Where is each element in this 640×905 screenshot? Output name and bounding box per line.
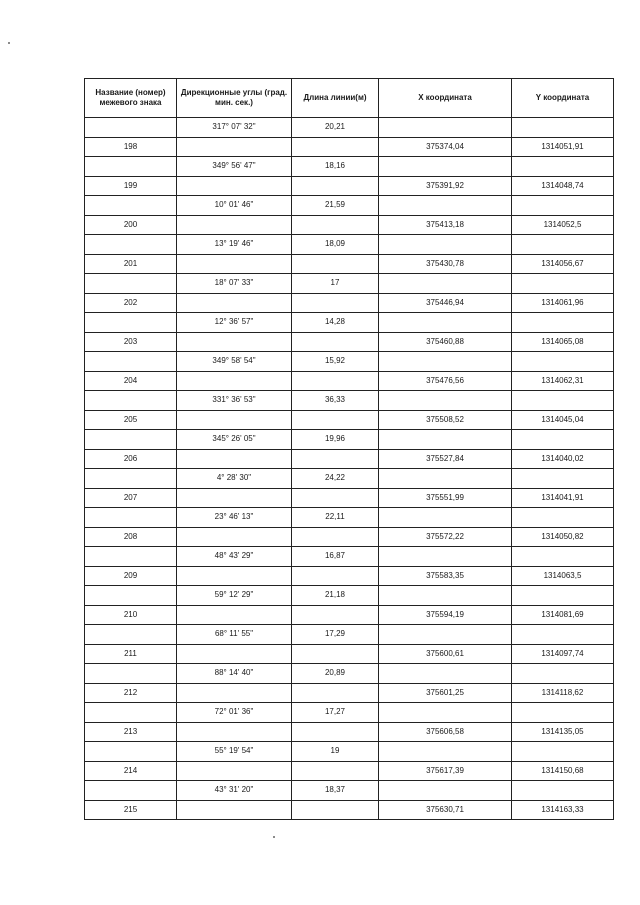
direction-angle-cell: 55° 19' 54" xyxy=(177,742,292,762)
y-coordinate-cell: 1314065,08 xyxy=(512,332,614,352)
direction-angle-cell: 12° 36' 57" xyxy=(177,313,292,333)
mark-name-cell xyxy=(85,469,177,489)
direction-angle-cell: 4° 28' 30" xyxy=(177,469,292,489)
direction-angle-cell: 68° 11' 55" xyxy=(177,625,292,645)
line-length-cell: 17,27 xyxy=(292,703,379,723)
direction-angle-cell: 349° 58' 54" xyxy=(177,352,292,372)
line-length-cell: 18,37 xyxy=(292,781,379,801)
mark-name-cell xyxy=(85,196,177,216)
x-coordinate-cell: 375551,99 xyxy=(379,488,512,508)
mark-name-cell xyxy=(85,781,177,801)
direction-angle-cell: 18° 07' 33" xyxy=(177,274,292,294)
y-coordinate-cell: 1314118,62 xyxy=(512,683,614,703)
direction-angle-cell xyxy=(177,137,292,157)
segment-row xyxy=(85,352,614,372)
point-row xyxy=(85,605,614,625)
x-coordinate-cell: 375601,25 xyxy=(379,683,512,703)
direction-angle-cell xyxy=(177,722,292,742)
y-coordinate-cell: 1314056,67 xyxy=(512,254,614,274)
x-coordinate-cell: 375630,71 xyxy=(379,800,512,820)
x-coordinate-cell: 375476,56 xyxy=(379,371,512,391)
y-coordinate-cell: 1314150,68 xyxy=(512,761,614,781)
y-coordinate-cell: 1314063,5 xyxy=(512,566,614,586)
x-coordinate-cell xyxy=(379,391,512,411)
segment-row xyxy=(85,391,614,411)
y-coordinate-cell xyxy=(512,586,614,606)
y-coordinate-cell xyxy=(512,118,614,138)
y-coordinate-cell xyxy=(512,703,614,723)
direction-angle-cell xyxy=(177,488,292,508)
point-row xyxy=(85,215,614,235)
line-length-cell xyxy=(292,215,379,235)
line-length-cell xyxy=(292,566,379,586)
segment-row xyxy=(85,196,614,216)
direction-angle-cell xyxy=(177,800,292,820)
y-coordinate-cell xyxy=(512,664,614,684)
x-coordinate-cell xyxy=(379,274,512,294)
y-coordinate-cell xyxy=(512,274,614,294)
direction-angle-cell xyxy=(177,644,292,664)
line-length-cell: 19 xyxy=(292,742,379,762)
direction-angle-cell xyxy=(177,215,292,235)
y-coordinate-cell: 1314050,82 xyxy=(512,527,614,547)
mark-name-cell xyxy=(85,742,177,762)
segment-row xyxy=(85,235,614,255)
segment-row xyxy=(85,469,614,489)
x-coordinate-cell xyxy=(379,703,512,723)
y-coordinate-cell xyxy=(512,391,614,411)
header-mark-name: Название (номер) межевого знака xyxy=(85,79,177,118)
direction-angle-cell: 317° 07' 32" xyxy=(177,118,292,138)
x-coordinate-cell: 375617,39 xyxy=(379,761,512,781)
mark-name-cell: 200 xyxy=(85,215,177,235)
direction-angle-cell xyxy=(177,293,292,313)
direction-angle-cell: 349° 56' 47" xyxy=(177,157,292,177)
line-length-cell: 18,16 xyxy=(292,157,379,177)
line-length-cell xyxy=(292,527,379,547)
mark-name-cell: 199 xyxy=(85,176,177,196)
y-coordinate-cell xyxy=(512,625,614,645)
line-length-cell: 14,28 xyxy=(292,313,379,333)
direction-angle-cell xyxy=(177,527,292,547)
mark-name-cell: 202 xyxy=(85,293,177,313)
direction-angle-cell xyxy=(177,761,292,781)
segment-row xyxy=(85,430,614,450)
line-length-cell xyxy=(292,761,379,781)
x-coordinate-cell xyxy=(379,235,512,255)
direction-angle-cell xyxy=(177,371,292,391)
mark-name-cell: 214 xyxy=(85,761,177,781)
y-coordinate-cell xyxy=(512,313,614,333)
direction-angle-cell xyxy=(177,332,292,352)
line-length-cell: 16,87 xyxy=(292,547,379,567)
x-coordinate-cell xyxy=(379,196,512,216)
mark-name-cell: 212 xyxy=(85,683,177,703)
mark-name-cell: 211 xyxy=(85,644,177,664)
mark-name-cell: 205 xyxy=(85,410,177,430)
point-row xyxy=(85,722,614,742)
y-coordinate-cell: 1314081,69 xyxy=(512,605,614,625)
x-coordinate-cell: 375572,22 xyxy=(379,527,512,547)
x-coordinate-cell: 375527,84 xyxy=(379,449,512,469)
point-row xyxy=(85,761,614,781)
x-coordinate-cell: 375374,04 xyxy=(379,137,512,157)
x-coordinate-cell: 375606,58 xyxy=(379,722,512,742)
mark-name-cell: 198 xyxy=(85,137,177,157)
header-direction-angle: Дирекционные углы (град. мин. сек.) xyxy=(177,79,292,118)
line-length-cell: 17,29 xyxy=(292,625,379,645)
mark-name-cell xyxy=(85,391,177,411)
line-length-cell: 22,11 xyxy=(292,508,379,528)
point-row xyxy=(85,293,614,313)
segment-row xyxy=(85,508,614,528)
y-coordinate-cell: 1314061,96 xyxy=(512,293,614,313)
line-length-cell xyxy=(292,722,379,742)
y-coordinate-cell: 1314097,74 xyxy=(512,644,614,664)
segment-row xyxy=(85,625,614,645)
point-row xyxy=(85,371,614,391)
x-coordinate-cell xyxy=(379,625,512,645)
line-length-cell: 21,18 xyxy=(292,586,379,606)
direction-angle-cell: 10° 01' 46" xyxy=(177,196,292,216)
x-coordinate-cell: 375391,92 xyxy=(379,176,512,196)
x-coordinate-cell xyxy=(379,586,512,606)
y-coordinate-cell: 1314045,04 xyxy=(512,410,614,430)
line-length-cell: 19,96 xyxy=(292,430,379,450)
table-header-row xyxy=(85,79,614,118)
line-length-cell: 21,59 xyxy=(292,196,379,216)
line-length-cell xyxy=(292,332,379,352)
header-y-coordinate: Y координата xyxy=(512,79,614,118)
x-coordinate-cell xyxy=(379,430,512,450)
segment-row xyxy=(85,586,614,606)
mark-name-cell: 208 xyxy=(85,527,177,547)
y-coordinate-cell xyxy=(512,508,614,528)
line-length-cell xyxy=(292,371,379,391)
x-coordinate-cell xyxy=(379,508,512,528)
y-coordinate-cell: 1314051,91 xyxy=(512,137,614,157)
y-coordinate-cell: 1314048,74 xyxy=(512,176,614,196)
scan-speck xyxy=(8,42,10,44)
y-coordinate-cell xyxy=(512,469,614,489)
mark-name-cell: 204 xyxy=(85,371,177,391)
line-length-cell xyxy=(292,605,379,625)
line-length-cell: 18,09 xyxy=(292,235,379,255)
mark-name-cell: 209 xyxy=(85,566,177,586)
header-x-coordinate: X координата xyxy=(379,79,512,118)
table-body xyxy=(85,118,614,820)
line-length-cell: 20,89 xyxy=(292,664,379,684)
direction-angle-cell xyxy=(177,449,292,469)
mark-name-cell xyxy=(85,274,177,294)
mark-name-cell xyxy=(85,157,177,177)
y-coordinate-cell xyxy=(512,547,614,567)
line-length-cell: 36,33 xyxy=(292,391,379,411)
point-row xyxy=(85,449,614,469)
mark-name-cell: 201 xyxy=(85,254,177,274)
line-length-cell: 20,21 xyxy=(292,118,379,138)
direction-angle-cell xyxy=(177,176,292,196)
y-coordinate-cell: 1314041,91 xyxy=(512,488,614,508)
y-coordinate-cell xyxy=(512,430,614,450)
point-row xyxy=(85,488,614,508)
x-coordinate-cell: 375446,94 xyxy=(379,293,512,313)
x-coordinate-cell xyxy=(379,742,512,762)
point-row xyxy=(85,176,614,196)
line-length-cell xyxy=(292,800,379,820)
mark-name-cell xyxy=(85,313,177,333)
mark-name-cell: 206 xyxy=(85,449,177,469)
direction-angle-cell: 331° 36' 53" xyxy=(177,391,292,411)
segment-row xyxy=(85,703,614,723)
x-coordinate-cell: 375460,88 xyxy=(379,332,512,352)
line-length-cell xyxy=(292,488,379,508)
mark-name-cell xyxy=(85,703,177,723)
point-row xyxy=(85,644,614,664)
mark-name-cell xyxy=(85,118,177,138)
line-length-cell xyxy=(292,176,379,196)
header-line-length: Длина линии(м) xyxy=(292,79,379,118)
direction-angle-cell: 88° 14' 40" xyxy=(177,664,292,684)
x-coordinate-cell: 375583,35 xyxy=(379,566,512,586)
direction-angle-cell: 72° 01' 36" xyxy=(177,703,292,723)
line-length-cell: 15,92 xyxy=(292,352,379,372)
mark-name-cell: 207 xyxy=(85,488,177,508)
y-coordinate-cell xyxy=(512,352,614,372)
segment-row xyxy=(85,118,614,138)
mark-name-cell xyxy=(85,430,177,450)
line-length-cell xyxy=(292,449,379,469)
x-coordinate-cell: 375413,18 xyxy=(379,215,512,235)
direction-angle-cell: 48° 43' 29" xyxy=(177,547,292,567)
mark-name-cell xyxy=(85,625,177,645)
y-coordinate-cell xyxy=(512,781,614,801)
x-coordinate-cell xyxy=(379,313,512,333)
mark-name-cell xyxy=(85,352,177,372)
segment-row xyxy=(85,274,614,294)
x-coordinate-cell xyxy=(379,352,512,372)
y-coordinate-cell xyxy=(512,235,614,255)
x-coordinate-cell xyxy=(379,547,512,567)
direction-angle-cell: 43° 31' 20" xyxy=(177,781,292,801)
point-row xyxy=(85,683,614,703)
mark-name-cell: 210 xyxy=(85,605,177,625)
line-length-cell xyxy=(292,254,379,274)
line-length-cell xyxy=(292,683,379,703)
point-row xyxy=(85,527,614,547)
x-coordinate-cell: 375600,61 xyxy=(379,644,512,664)
point-row xyxy=(85,137,614,157)
x-coordinate-cell: 375594,19 xyxy=(379,605,512,625)
y-coordinate-cell: 1314062,31 xyxy=(512,371,614,391)
direction-angle-cell xyxy=(177,410,292,430)
segment-row xyxy=(85,313,614,333)
y-coordinate-cell xyxy=(512,742,614,762)
direction-angle-cell xyxy=(177,605,292,625)
x-coordinate-cell xyxy=(379,469,512,489)
direction-angle-cell: 13° 19' 46" xyxy=(177,235,292,255)
y-coordinate-cell xyxy=(512,157,614,177)
y-coordinate-cell: 1314163,33 xyxy=(512,800,614,820)
x-coordinate-cell xyxy=(379,664,512,684)
line-length-cell xyxy=(292,137,379,157)
segment-row xyxy=(85,157,614,177)
direction-angle-cell: 345° 26' 05" xyxy=(177,430,292,450)
mark-name-cell xyxy=(85,586,177,606)
point-row xyxy=(85,254,614,274)
segment-row xyxy=(85,781,614,801)
x-coordinate-cell: 375430,78 xyxy=(379,254,512,274)
y-coordinate-cell xyxy=(512,196,614,216)
direction-angle-cell xyxy=(177,683,292,703)
mark-name-cell: 215 xyxy=(85,800,177,820)
x-coordinate-cell: 375508,52 xyxy=(379,410,512,430)
segment-row xyxy=(85,547,614,567)
y-coordinate-cell: 1314040,02 xyxy=(512,449,614,469)
direction-angle-cell: 23° 46' 13" xyxy=(177,508,292,528)
x-coordinate-cell xyxy=(379,157,512,177)
mark-name-cell: 213 xyxy=(85,722,177,742)
line-length-cell: 17 xyxy=(292,274,379,294)
x-coordinate-cell xyxy=(379,781,512,801)
direction-angle-cell: 59° 12' 29" xyxy=(177,586,292,606)
point-row xyxy=(85,410,614,430)
y-coordinate-cell: 1314135,05 xyxy=(512,722,614,742)
segment-row xyxy=(85,664,614,684)
line-length-cell xyxy=(292,644,379,664)
segment-row xyxy=(85,742,614,762)
scan-speck xyxy=(273,836,275,838)
point-row xyxy=(85,332,614,352)
boundary-marks-table xyxy=(84,78,614,820)
x-coordinate-cell xyxy=(379,118,512,138)
mark-name-cell xyxy=(85,508,177,528)
mark-name-cell xyxy=(85,547,177,567)
point-row xyxy=(85,800,614,820)
line-length-cell xyxy=(292,293,379,313)
direction-angle-cell xyxy=(177,254,292,274)
y-coordinate-cell: 1314052,5 xyxy=(512,215,614,235)
mark-name-cell: 203 xyxy=(85,332,177,352)
mark-name-cell xyxy=(85,235,177,255)
direction-angle-cell xyxy=(177,566,292,586)
mark-name-cell xyxy=(85,664,177,684)
line-length-cell: 24,22 xyxy=(292,469,379,489)
point-row xyxy=(85,566,614,586)
line-length-cell xyxy=(292,410,379,430)
